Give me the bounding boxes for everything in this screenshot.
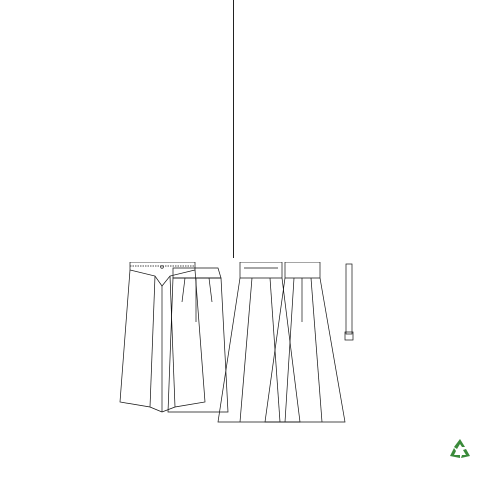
skirt-b-back-drawing bbox=[265, 262, 345, 422]
skirt-a-front-drawing bbox=[120, 262, 205, 412]
column-divider bbox=[233, 0, 234, 258]
skirt-b-front-drawing bbox=[218, 262, 300, 422]
skirt-a-back-drawing bbox=[168, 268, 228, 412]
technical-drawings bbox=[0, 262, 480, 432]
belt-b-drawing bbox=[345, 264, 353, 340]
recycle-icon bbox=[446, 436, 474, 464]
